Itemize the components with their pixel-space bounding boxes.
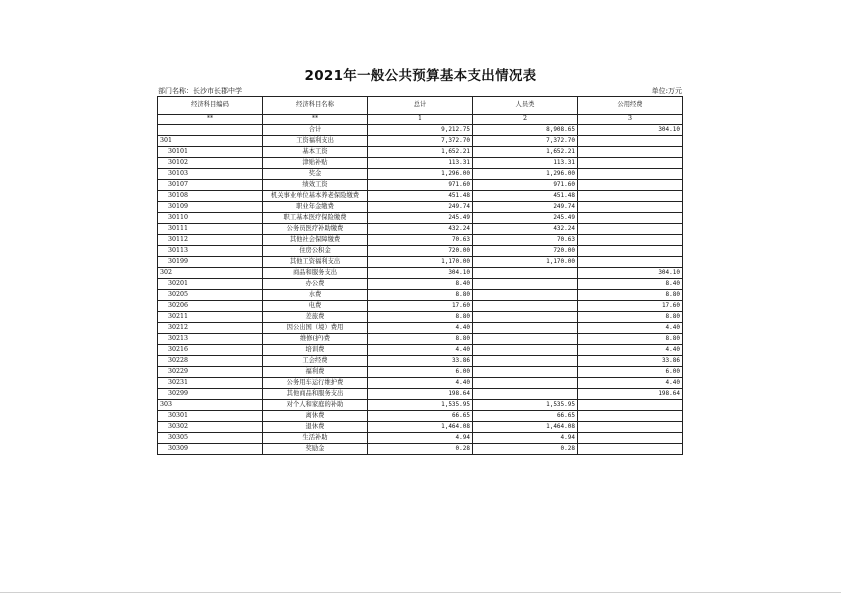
cell-personnel: 1,464.08 — [473, 422, 578, 433]
cell-personnel: 7,372.70 — [473, 136, 578, 147]
cell-name: 办公费 — [263, 279, 368, 290]
cell-code: 302 — [158, 268, 263, 279]
header-code: 经济科目编码 — [158, 97, 263, 115]
cell-code: 30110 — [158, 213, 263, 224]
table-subheader-row — [158, 115, 683, 125]
cell-public: 33.86 — [578, 356, 683, 367]
cell-code: 303 — [158, 400, 263, 411]
cell-public — [578, 433, 683, 444]
cell-personnel — [473, 389, 578, 400]
cell-code: 30102 — [158, 158, 263, 169]
cell-code: 30109 — [158, 202, 263, 213]
cell-public — [578, 158, 683, 169]
cell-code: 30108 — [158, 191, 263, 202]
cell-name: 津贴补贴 — [263, 158, 368, 169]
cell-code: 30103 — [158, 169, 263, 180]
cell-code: 30201 — [158, 279, 263, 290]
cell-code: 30305 — [158, 433, 263, 444]
cell-code: 30212 — [158, 323, 263, 334]
cell-total: 8.80 — [368, 312, 473, 323]
cell-code: 30299 — [158, 389, 263, 400]
cell-personnel: 4.94 — [473, 433, 578, 444]
cell-name: 离休费 — [263, 411, 368, 422]
table-row — [158, 246, 683, 257]
subheader-personnel: 2 — [473, 115, 578, 125]
cell-public — [578, 147, 683, 158]
cell-code — [158, 125, 263, 136]
cell-personnel — [473, 345, 578, 356]
cell-public: 8.80 — [578, 334, 683, 345]
cell-total: 6.00 — [368, 367, 473, 378]
cell-code: 30231 — [158, 378, 263, 389]
cell-public — [578, 400, 683, 411]
cell-total: 4.94 — [368, 433, 473, 444]
document-title: 2021年一般公共预算基本支出情况表 — [304, 68, 537, 84]
cell-public: 304.10 — [578, 268, 683, 279]
cell-name: 公务员医疗补助缴费 — [263, 224, 368, 235]
header-personnel: 人员类 — [473, 97, 578, 115]
cell-name: 退休费 — [263, 422, 368, 433]
cell-total: 245.49 — [368, 213, 473, 224]
table-row — [158, 334, 683, 345]
cell-name: 奖金 — [263, 169, 368, 180]
cell-name: 奖励金 — [263, 444, 368, 455]
table-row — [158, 235, 683, 246]
cell-personnel: 451.48 — [473, 191, 578, 202]
cell-name: 培训费 — [263, 345, 368, 356]
table-row — [158, 444, 683, 455]
cell-total: 1,464.08 — [368, 422, 473, 433]
cell-public — [578, 235, 683, 246]
cell-name: 维修(护)费 — [263, 334, 368, 345]
cell-personnel: 432.24 — [473, 224, 578, 235]
cell-personnel: 720.00 — [473, 246, 578, 257]
cell-public — [578, 411, 683, 422]
cell-name: 机关事业单位基本养老保险缴费 — [263, 191, 368, 202]
cell-name: 其他商品和服务支出 — [263, 389, 368, 400]
page-edge-divider — [0, 592, 841, 593]
cell-total: 7,372.70 — [368, 136, 473, 147]
cell-personnel: 1,170.00 — [473, 257, 578, 268]
table-row — [158, 345, 683, 356]
department-label: 部门名称：长沙市长郡中学 — [158, 87, 242, 95]
cell-personnel — [473, 279, 578, 290]
table-row — [158, 158, 683, 169]
cell-name: 福利费 — [263, 367, 368, 378]
cell-name: 水费 — [263, 290, 368, 301]
cell-name: 绩效工资 — [263, 180, 368, 191]
table-row — [158, 268, 683, 279]
cell-name: 电费 — [263, 301, 368, 312]
table-body — [158, 125, 683, 455]
table-row — [158, 257, 683, 268]
table-row — [158, 169, 683, 180]
table-row — [158, 125, 683, 136]
subheader-total: 1 — [368, 115, 473, 125]
cell-code: 30101 — [158, 147, 263, 158]
header-name: 经济科目名称 — [263, 97, 368, 115]
table-row — [158, 312, 683, 323]
table-row — [158, 213, 683, 224]
cell-total: 113.31 — [368, 158, 473, 169]
cell-code: 30309 — [158, 444, 263, 455]
cell-public: 6.00 — [578, 367, 683, 378]
cell-total: 9,212.75 — [368, 125, 473, 136]
cell-name: 其他社会保障缴费 — [263, 235, 368, 246]
cell-name: 基本工资 — [263, 147, 368, 158]
cell-personnel: 113.31 — [473, 158, 578, 169]
table-row — [158, 367, 683, 378]
cell-total: 198.64 — [368, 389, 473, 400]
table-row — [158, 400, 683, 411]
cell-public: 8.40 — [578, 279, 683, 290]
table-row — [158, 378, 683, 389]
cell-total: 971.60 — [368, 180, 473, 191]
cell-code: 30229 — [158, 367, 263, 378]
cell-total: 4.40 — [368, 345, 473, 356]
table-row — [158, 301, 683, 312]
cell-public: 8.80 — [578, 290, 683, 301]
subheader-code: ** — [158, 115, 263, 125]
table-row — [158, 180, 683, 191]
cell-personnel: 1,535.95 — [473, 400, 578, 411]
cell-total: 304.10 — [368, 268, 473, 279]
cell-personnel — [473, 312, 578, 323]
cell-personnel: 1,296.00 — [473, 169, 578, 180]
cell-name: 合计 — [263, 125, 368, 136]
header-public: 公用经费 — [578, 97, 683, 115]
cell-total: 1,170.00 — [368, 257, 473, 268]
cell-code: 30111 — [158, 224, 263, 235]
cell-public — [578, 202, 683, 213]
cell-total: 4.40 — [368, 323, 473, 334]
cell-public: 4.40 — [578, 378, 683, 389]
cell-name: 职业年金缴费 — [263, 202, 368, 213]
cell-code: 30199 — [158, 257, 263, 268]
cell-personnel — [473, 301, 578, 312]
cell-personnel: 70.63 — [473, 235, 578, 246]
cell-code: 30211 — [158, 312, 263, 323]
cell-personnel — [473, 268, 578, 279]
cell-name: 对个人和家庭的补助 — [263, 400, 368, 411]
cell-personnel: 0.28 — [473, 444, 578, 455]
cell-personnel: 1,652.21 — [473, 147, 578, 158]
cell-code: 30113 — [158, 246, 263, 257]
cell-personnel: 971.60 — [473, 180, 578, 191]
cell-name: 生活补助 — [263, 433, 368, 444]
cell-total: 1,296.00 — [368, 169, 473, 180]
cell-public — [578, 224, 683, 235]
cell-total: 33.86 — [368, 356, 473, 367]
cell-personnel — [473, 378, 578, 389]
cell-total: 1,535.95 — [368, 400, 473, 411]
cell-name: 其他工资福利支出 — [263, 257, 368, 268]
cell-code: 30112 — [158, 235, 263, 246]
cell-name: 工资福利支出 — [263, 136, 368, 147]
cell-code: 301 — [158, 136, 263, 147]
cell-public: 4.40 — [578, 323, 683, 334]
table-row — [158, 389, 683, 400]
cell-public — [578, 169, 683, 180]
unit-label: 单位:万元 — [651, 87, 682, 95]
cell-total: 8.80 — [368, 334, 473, 345]
cell-total: 720.00 — [368, 246, 473, 257]
cell-code: 30216 — [158, 345, 263, 356]
cell-public — [578, 136, 683, 147]
cell-code: 30228 — [158, 356, 263, 367]
cell-personnel — [473, 356, 578, 367]
cell-name: 住房公积金 — [263, 246, 368, 257]
cell-code: 30213 — [158, 334, 263, 345]
cell-name: 商品和服务支出 — [263, 268, 368, 279]
cell-total: 432.24 — [368, 224, 473, 235]
table-row — [158, 422, 683, 433]
table-row — [158, 147, 683, 158]
cell-personnel — [473, 334, 578, 345]
cell-code: 30205 — [158, 290, 263, 301]
table-row — [158, 136, 683, 147]
cell-name: 因公出国（境）费用 — [263, 323, 368, 334]
table-row — [158, 433, 683, 444]
table-row — [158, 202, 683, 213]
cell-total: 1,652.21 — [368, 147, 473, 158]
cell-public: 4.40 — [578, 345, 683, 356]
table-row — [158, 323, 683, 334]
cell-personnel — [473, 367, 578, 378]
table-header-row — [158, 97, 683, 115]
cell-personnel — [473, 323, 578, 334]
cell-total: 8.80 — [368, 290, 473, 301]
cell-total: 66.65 — [368, 411, 473, 422]
cell-public: 198.64 — [578, 389, 683, 400]
table-row — [158, 290, 683, 301]
cell-public — [578, 422, 683, 433]
budget-table — [157, 96, 683, 455]
cell-code: 30301 — [158, 411, 263, 422]
table-row — [158, 279, 683, 290]
cell-public — [578, 180, 683, 191]
cell-total: 249.74 — [368, 202, 473, 213]
cell-public — [578, 444, 683, 455]
cell-public — [578, 213, 683, 224]
cell-personnel: 8,908.65 — [473, 125, 578, 136]
table-row — [158, 356, 683, 367]
header-total: 总计 — [368, 97, 473, 115]
table-row — [158, 191, 683, 202]
cell-total: 4.40 — [368, 378, 473, 389]
cell-personnel: 66.65 — [473, 411, 578, 422]
cell-public: 8.80 — [578, 312, 683, 323]
table-row — [158, 411, 683, 422]
subheader-name: ** — [263, 115, 368, 125]
cell-public — [578, 246, 683, 257]
cell-code: 30302 — [158, 422, 263, 433]
cell-personnel — [473, 290, 578, 301]
cell-total: 0.28 — [368, 444, 473, 455]
cell-personnel: 245.49 — [473, 213, 578, 224]
cell-public: 17.60 — [578, 301, 683, 312]
cell-total: 8.40 — [368, 279, 473, 290]
cell-name: 差旅费 — [263, 312, 368, 323]
cell-total: 451.48 — [368, 191, 473, 202]
cell-public — [578, 257, 683, 268]
cell-name: 工会经费 — [263, 356, 368, 367]
cell-personnel: 249.74 — [473, 202, 578, 213]
cell-total: 70.63 — [368, 235, 473, 246]
table-row — [158, 224, 683, 235]
cell-code: 30107 — [158, 180, 263, 191]
cell-name: 公务用车运行维护费 — [263, 378, 368, 389]
subheader-public: 3 — [578, 115, 683, 125]
cell-total: 17.60 — [368, 301, 473, 312]
cell-public: 304.10 — [578, 125, 683, 136]
cell-public — [578, 191, 683, 202]
cell-code: 30206 — [158, 301, 263, 312]
cell-name: 职工基本医疗保险缴费 — [263, 213, 368, 224]
